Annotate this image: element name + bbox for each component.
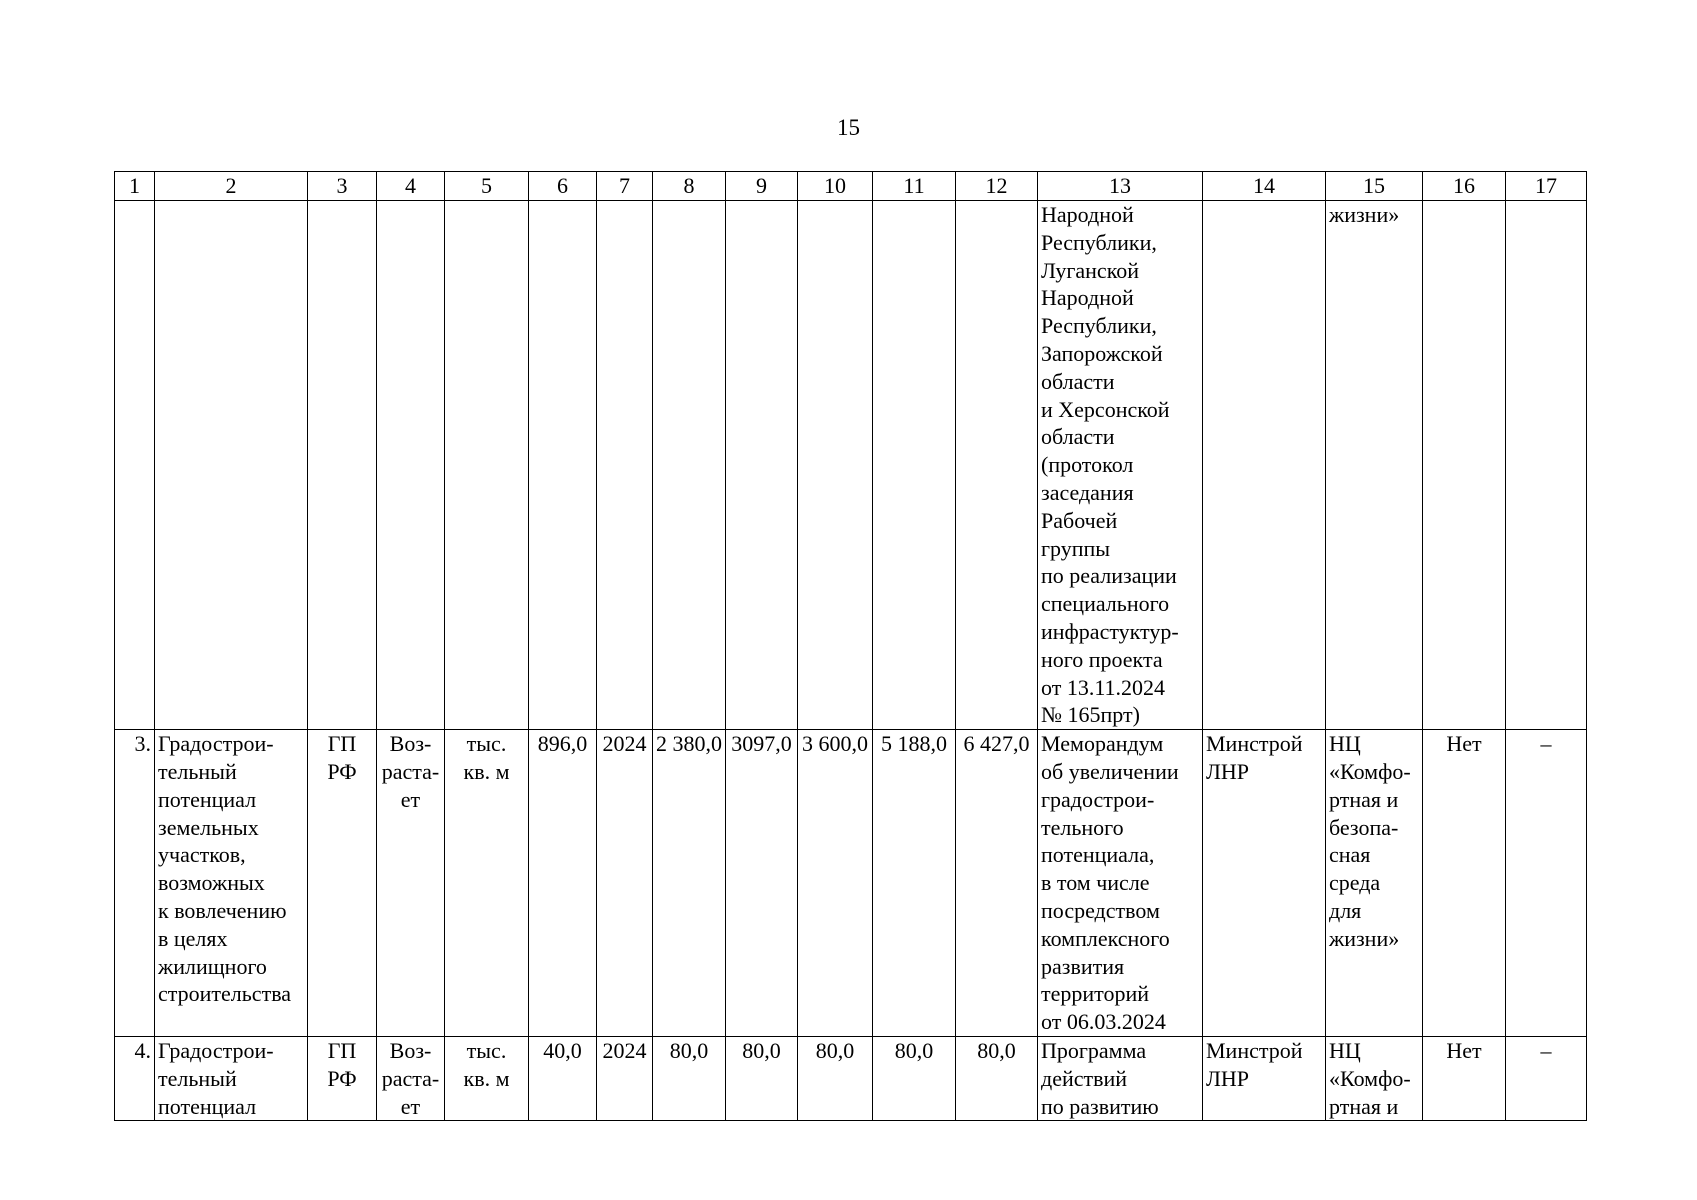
- cell-line: действий: [1041, 1065, 1128, 1091]
- indicators-table: [114, 171, 1587, 1121]
- cell-line: ГП: [327, 731, 357, 757]
- cell-line: возможных: [158, 870, 265, 896]
- cell-line: НЦ: [1329, 1037, 1361, 1063]
- responsible-body: [1203, 1036, 1326, 1120]
- cell-line: кв. м: [463, 1065, 510, 1091]
- col-number: 16: [1423, 172, 1506, 201]
- cell-line: кв. м: [463, 758, 510, 784]
- col-16-value: Нет: [1423, 1036, 1506, 1120]
- cell-line: Народной: [1041, 285, 1134, 311]
- cell-line: комплексного: [1041, 925, 1170, 951]
- row-number: 4.: [115, 1036, 155, 1120]
- cell-line: ртная и: [1329, 1093, 1399, 1119]
- information-system: [1326, 1036, 1423, 1120]
- page-number: 15: [837, 115, 860, 140]
- cell-line: инфрастуктур-: [1041, 618, 1179, 644]
- cell-line: «Комфо-: [1329, 758, 1411, 784]
- cell-line: № 165прт): [1041, 702, 1140, 728]
- col-number: 10: [798, 172, 873, 201]
- cell-line: безопа-: [1329, 814, 1399, 840]
- col-number: 3: [308, 172, 377, 201]
- cell-line: раста-: [381, 1065, 440, 1091]
- col-number: 5: [445, 172, 529, 201]
- cell-line: Республики,: [1041, 229, 1157, 255]
- responsible-body: [1203, 730, 1326, 1037]
- cell-line: и Херсонской: [1041, 396, 1170, 422]
- cell-line: заседания: [1041, 479, 1134, 505]
- cell-line: области: [1041, 368, 1115, 394]
- base-year: 2024: [597, 1036, 653, 1120]
- cell-line: от 13.11.2024: [1041, 674, 1166, 700]
- cell-line: потенциал: [158, 786, 257, 812]
- cell-line: Рабочей: [1041, 507, 1118, 533]
- value-col-10: 3 600,0: [798, 730, 873, 1037]
- value-col-8: 80,0: [653, 1036, 726, 1120]
- col-number: 14: [1203, 172, 1326, 201]
- cell-line: Меморандум: [1041, 731, 1164, 757]
- value-col-10: 80,0: [798, 1036, 873, 1120]
- row-number: 3.: [115, 730, 155, 1037]
- cell-line: по развитию: [1041, 1093, 1159, 1119]
- indicator-trend: [377, 1036, 445, 1120]
- cell-line: ет: [400, 1093, 421, 1119]
- cell-line: земельных: [158, 814, 259, 840]
- indicator-name: [155, 1036, 308, 1120]
- table-row: [115, 1036, 1587, 1120]
- cell-line: для: [1329, 897, 1362, 923]
- cell-line: потенциал: [158, 1093, 257, 1119]
- cell-line: (протокол: [1041, 452, 1134, 478]
- cell-line: к вовлечению: [158, 897, 287, 923]
- cell-line: Минстрой: [1206, 1037, 1303, 1063]
- col-16-value: Нет: [1423, 730, 1506, 1037]
- cell-line: ет: [400, 786, 421, 812]
- cell-line: Воз-: [389, 731, 432, 757]
- cell-line: специального: [1041, 591, 1170, 617]
- cell-line: Градострои-: [158, 1037, 274, 1063]
- cell-line: Минстрой: [1206, 731, 1303, 757]
- table-row: [115, 730, 1587, 1037]
- cell-line: Луганской: [1041, 257, 1140, 283]
- col-number: 7: [597, 172, 653, 201]
- col-number: 2: [155, 172, 308, 201]
- col-number: 1: [115, 172, 155, 201]
- column-number-row: [115, 172, 1587, 201]
- cell-line: ртная и: [1329, 786, 1399, 812]
- indicator-trend: [377, 730, 445, 1037]
- cell-line: тыс.: [466, 731, 507, 757]
- value-col-11: 80,0: [873, 1036, 956, 1120]
- indicator-unit: [445, 730, 529, 1037]
- cell-line: среда: [1329, 870, 1381, 896]
- cell-line: участков,: [158, 842, 246, 868]
- cell-line: строительства: [158, 981, 292, 1007]
- cell-line: по реализации: [1041, 563, 1177, 589]
- cell-line: в целях: [158, 925, 228, 951]
- col-17-value: –: [1506, 1036, 1587, 1120]
- cell-line: области: [1041, 424, 1115, 450]
- information-system: [1326, 730, 1423, 1037]
- indicator-unit: [445, 1036, 529, 1120]
- cell-line: НЦ: [1329, 731, 1361, 757]
- col-number: 8: [653, 172, 726, 201]
- continuation-document-cell: [1038, 201, 1203, 730]
- cell-line: тыс.: [466, 1037, 507, 1063]
- basis-document: [1038, 1036, 1203, 1120]
- cell-line: жизни»: [1329, 925, 1400, 951]
- cell-line: Воз-: [389, 1037, 432, 1063]
- indicator-name: [155, 730, 308, 1037]
- value-col-11: 5 188,0: [873, 730, 956, 1037]
- indicator-source: [308, 730, 377, 1037]
- cell-line: сная: [1329, 842, 1371, 868]
- cell-line: Градострои-: [158, 731, 274, 757]
- col-17-value: –: [1506, 730, 1587, 1037]
- cell-line: Программа: [1041, 1037, 1147, 1063]
- cell-line: ЛНР: [1206, 758, 1250, 784]
- cell-line: Республики,: [1041, 313, 1157, 339]
- cell-line: ного проекта: [1041, 646, 1163, 672]
- cell-line: ГП: [327, 1037, 357, 1063]
- col-number: 13: [1038, 172, 1203, 201]
- continuation-row: [115, 201, 1587, 730]
- base-year: 2024: [597, 730, 653, 1037]
- cell-line: тельный: [158, 758, 237, 784]
- col-number: 11: [873, 172, 956, 201]
- cell-line: группы: [1041, 535, 1111, 561]
- col-number: 15: [1326, 172, 1423, 201]
- indicator-source: [308, 1036, 377, 1120]
- col-number: 17: [1506, 172, 1587, 201]
- cell-line: потенциала,: [1041, 842, 1155, 868]
- cell-line: ЛНР: [1206, 1065, 1250, 1091]
- col-number: 12: [956, 172, 1038, 201]
- cell-line: тельного: [1041, 814, 1124, 840]
- col-number: 4: [377, 172, 445, 201]
- value-col-12: 6 427,0: [956, 730, 1038, 1037]
- cell-line: РФ: [327, 1065, 357, 1091]
- cell-line: тельный: [158, 1065, 237, 1091]
- cell-line: градострои-: [1041, 786, 1155, 812]
- base-value: 40,0: [529, 1036, 597, 1120]
- cell-line: развития: [1041, 953, 1125, 979]
- cell-line: территорий: [1041, 981, 1150, 1007]
- base-value: 896,0: [529, 730, 597, 1037]
- continuation-system-cell: [1326, 201, 1423, 730]
- cell-line: «Комфо-: [1329, 1065, 1411, 1091]
- cell-line: Запорожской: [1041, 340, 1163, 366]
- cell-line: посредством: [1041, 897, 1160, 923]
- col-number: 9: [726, 172, 798, 201]
- cell-line: жилищного: [158, 953, 267, 979]
- value-col-9: 80,0: [726, 1036, 798, 1120]
- value-col-8: 2 380,0: [653, 730, 726, 1037]
- cell-line: жизни»: [1329, 202, 1400, 227]
- col-number: 6: [529, 172, 597, 201]
- cell-line: в том числе: [1041, 870, 1150, 896]
- cell-line: раста-: [381, 758, 440, 784]
- cell-line: Народной: [1041, 202, 1134, 227]
- cell-line: РФ: [327, 758, 357, 784]
- cell-line: об увеличении: [1041, 758, 1179, 784]
- value-col-9: 3097,0: [726, 730, 798, 1037]
- value-col-12: 80,0: [956, 1036, 1038, 1120]
- basis-document: [1038, 730, 1203, 1037]
- cell-line: от 06.03.2024: [1041, 1009, 1166, 1035]
